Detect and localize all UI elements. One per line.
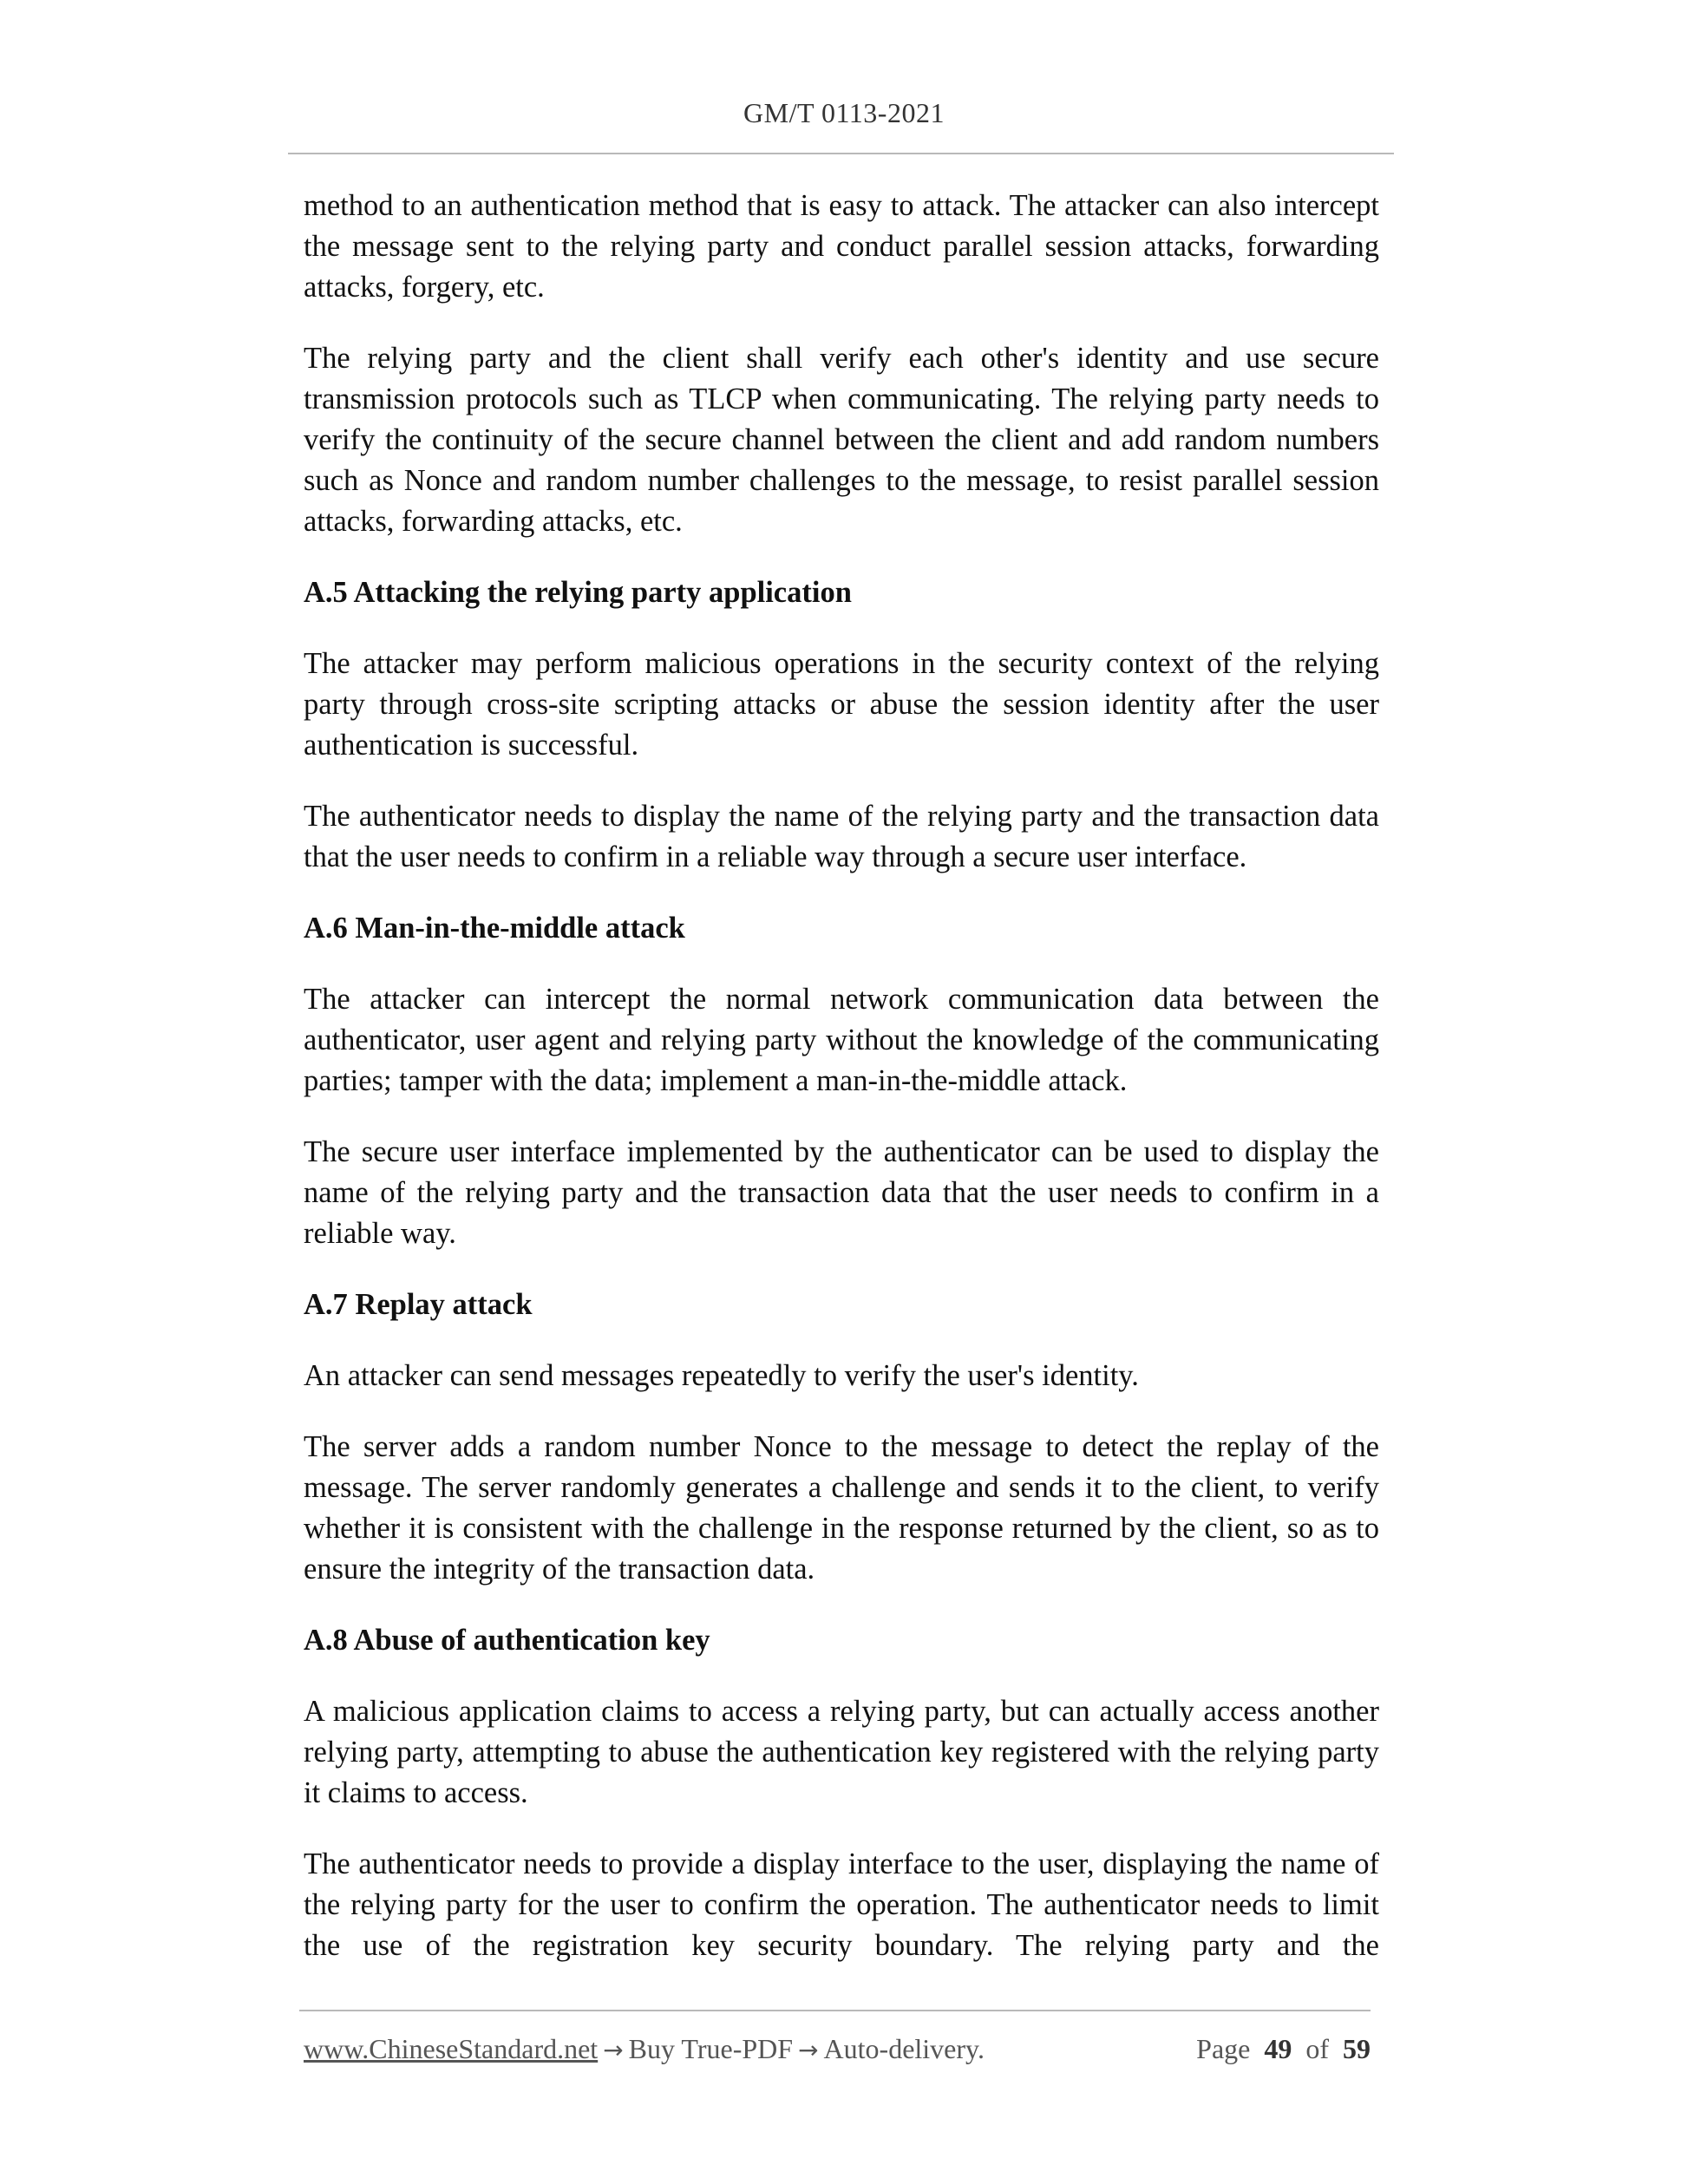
- arrow-right-icon: →: [798, 2036, 819, 2064]
- document-body: [304, 186, 1379, 1966]
- paragraph-a6-threat: The attacker can intercept the normal network communication data between the authenticator, user agent and relying party without the knowledge of the communicating parties; tamper with the data; implement a man-in-the-middle attack.: [304, 983, 1379, 1097]
- section-heading-a5: A.5 Attacking the relying party application: [304, 576, 852, 609]
- section-heading-a7: A.7 Replay attack: [304, 1288, 533, 1321]
- document-code-header: GM/T 0113-2021: [743, 97, 945, 128]
- page-total: 59: [1343, 2033, 1371, 2064]
- page-indicator: [1196, 2030, 1371, 2068]
- header-divider: [288, 153, 1394, 154]
- section-heading-a8: A.8 Abuse of authentication key: [304, 1624, 710, 1657]
- paragraph-a5-mitigation: The authenticator needs to display the name of the relying party and the transaction data that the user needs to confirm in a reliable way through a secure user interface.: [304, 800, 1379, 873]
- paragraph-a7-threat: An attacker can send messages repeatedly to verify the user's identity.: [304, 1359, 1139, 1392]
- arrow-right-icon: →: [603, 2036, 624, 2064]
- paragraph-a8-mitigation: The authenticator needs to provide a display interface to the user, displaying the name of the relying party for the user to confirm the operation. The authenticator needs to limit the use of the registration key security boundary. The relying party and the: [304, 1847, 1379, 1962]
- auto-delivery-text: Auto-delivery.: [823, 2033, 985, 2064]
- chinesestandard-link[interactable]: www.ChineseStandard.net: [304, 2033, 599, 2064]
- paragraph-continuation: method to an authentication method that is easy to attack. The attacker can also intercept the message sent to the relying party and conduct parallel session attacks, forwarding attacks, forgery, etc.: [304, 189, 1379, 304]
- footer-divider: [299, 2010, 1371, 2011]
- paragraph-a8-threat: A malicious application claims to access a relying party, but can actually access another relying party, attempting to abuse the authentication key registered with the relying party it claims to access.: [304, 1695, 1379, 1809]
- buy-true-pdf-text: Buy True-PDF: [628, 2033, 794, 2064]
- section-heading-a6: A.6 Man-in-the-middle attack: [304, 912, 685, 945]
- paragraph-a7-mitigation: The server adds a random number Nonce to the message to detect the replay of the message. The server randomly generates a challenge and sends it to the client, to verify whether it is consistent with the challenge in the response returned by the client, so as to ensure the integrity of the transaction data.: [304, 1430, 1379, 1586]
- of-label: of: [1305, 2033, 1329, 2064]
- paragraph-a5-threat: The attacker may perform malicious operations in the security context of the relying party through cross-site scripting attacks or abuse the session identity after the user authentication is successful.: [304, 647, 1379, 762]
- paragraph-mutual-verification: The relying party and the client shall verify each other's identity and use secure transmission protocols such as TLCP when communicating. The relying party needs to verify the continuity of the secure channel between the client and add random numbers such as Nonce and random number challenges to the message, to resist parallel session attacks, forwarding attacks, etc.: [304, 342, 1379, 538]
- page-label: Page: [1196, 2033, 1251, 2064]
- paragraph-a6-mitigation: The secure user interface implemented by the authenticator can be used to display the name of the relying party and the transaction data that the user needs to confirm in a reliable way.: [304, 1135, 1379, 1250]
- page-current: 49: [1264, 2033, 1292, 2064]
- footer-promo: [304, 2030, 985, 2070]
